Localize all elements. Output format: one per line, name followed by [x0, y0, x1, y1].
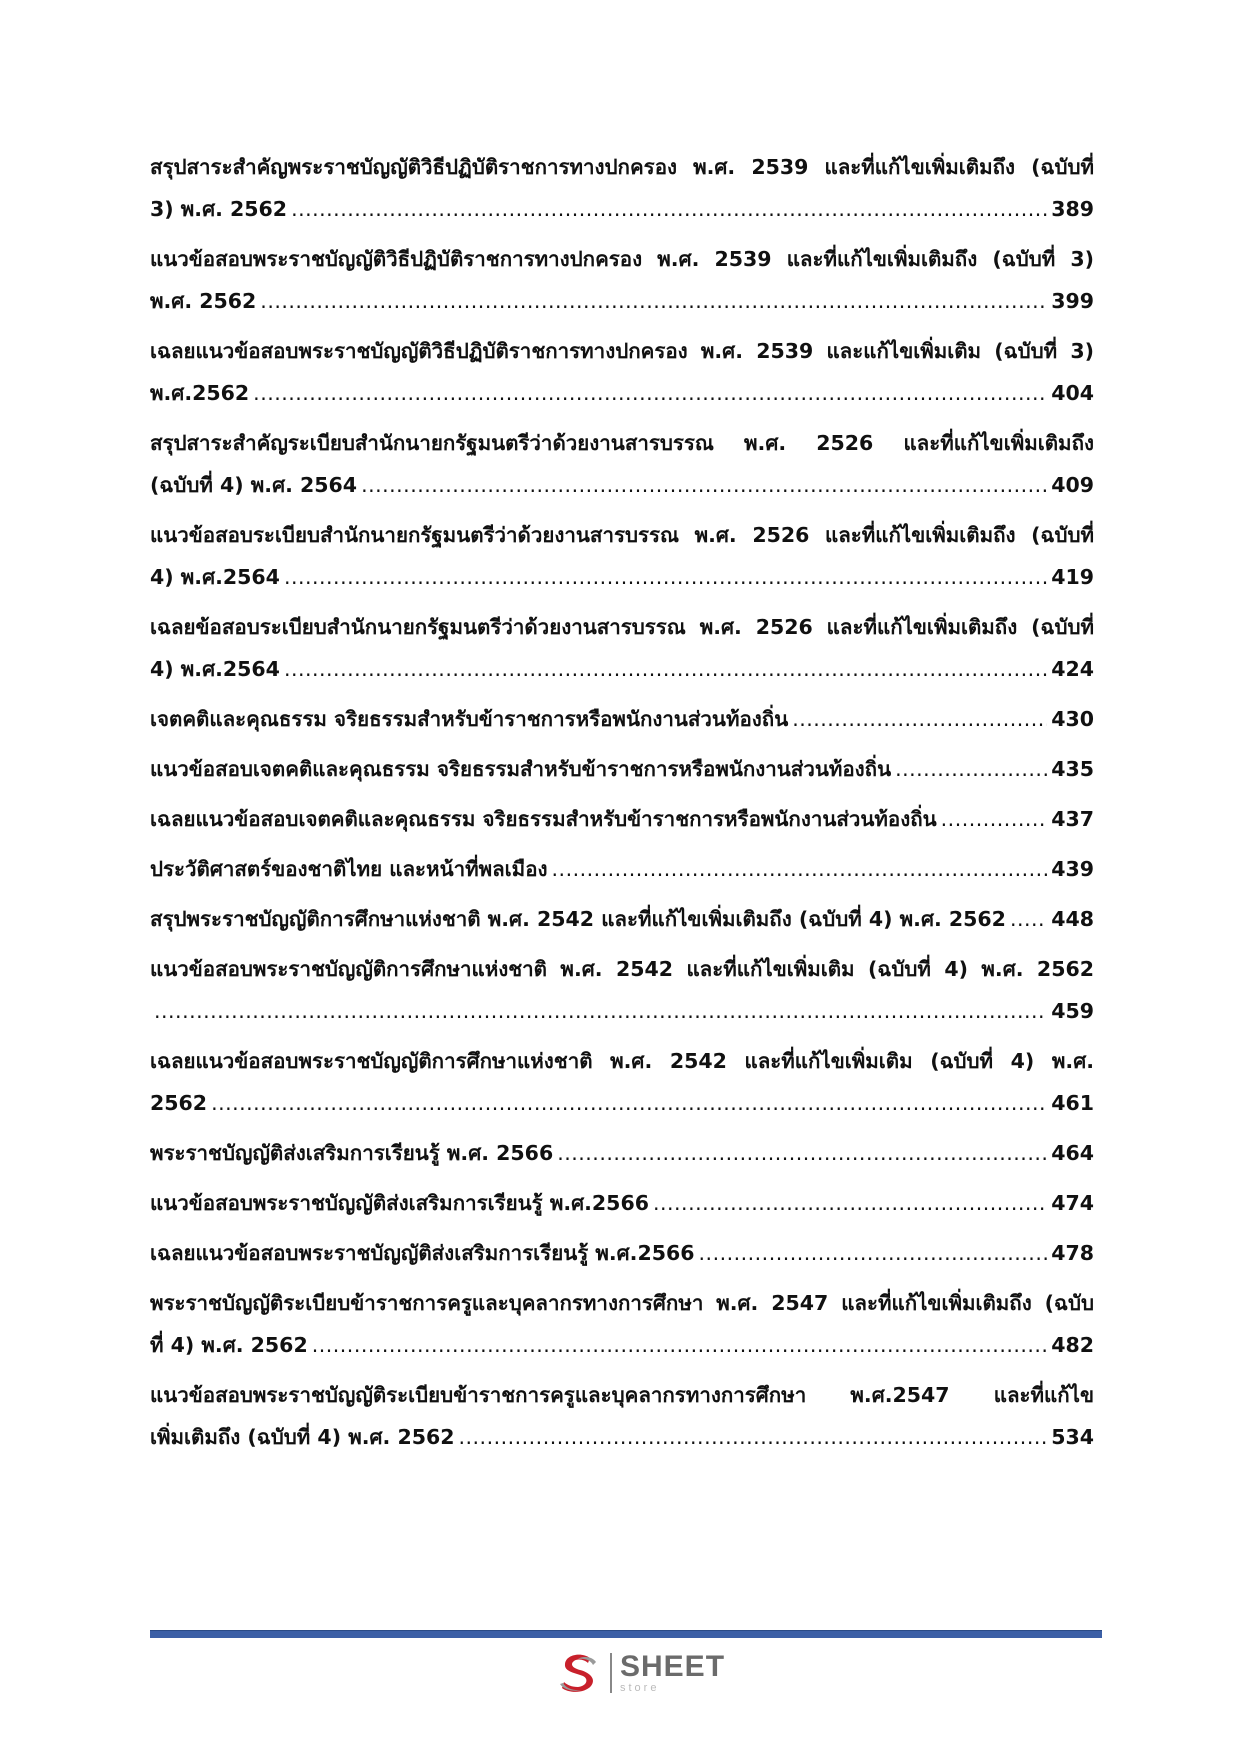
dot-leader: [260, 280, 1047, 322]
toc-entry[interactable]: [150, 1132, 1094, 1174]
toc-entry-title: พระราชบัญญัติระเบียบข้าราชการครูและบุคลากรทางการศึกษา พ.ศ. 2547 และที่แก้ไขเพิ่มเติมถึง (ฉบับ: [150, 1291, 1094, 1315]
dot-leader: [941, 798, 1048, 840]
toc-entry[interactable]: [150, 898, 1094, 940]
toc-entry-title: แนวข้อสอบพระราชบัญญัติระเบียบข้าราชการครูและบุคลากรทางการศึกษา พ.ศ.2547 และที่แก้ไข: [150, 1383, 1094, 1407]
toc-page-number: 474: [1051, 1191, 1094, 1215]
toc-page-number: 399: [1051, 289, 1094, 313]
toc-entry-title-continued: ประวัติศาสตร์ของชาติไทย และหน้าที่พลเมือง: [150, 857, 548, 881]
toc-entry-title-continued: (ฉบับที่ 4) พ.ศ. 2564: [150, 473, 358, 497]
toc-entry[interactable]: [150, 330, 1094, 414]
dot-leader: [211, 1082, 1047, 1124]
footer-rule: [150, 1630, 1102, 1638]
toc-entry-title-continued: 4) พ.ศ.2564: [150, 657, 280, 681]
logo-word: SHEET: [620, 1650, 726, 1683]
dot-leader: [291, 188, 1047, 230]
dot-leader: [557, 1132, 1047, 1174]
toc-entry-title: แนวข้อสอบพระราชบัญญัติวิธีปฏิบัติราชการทางปกครอง พ.ศ. 2539 และที่แก้ไขเพิ่มเติมถึง (ฉบับที่ 3): [150, 247, 1094, 271]
dot-leader: [552, 848, 1048, 890]
toc-entry-title: แนวข้อสอบระเบียบสำนักนายกรัฐมนตรีว่าด้วยงานสารบรรณ พ.ศ. 2526 และที่แก้ไขเพิ่มเติมถึง (ฉบับที่: [150, 523, 1094, 547]
toc-entry[interactable]: [150, 948, 1094, 1032]
toc-entry-leader-line: [150, 648, 1094, 690]
toc-entry-title-continued: พระราชบัญญัติส่งเสริมการเรียนรู้ พ.ศ. 2566: [150, 1141, 554, 1165]
toc-page-number: 389: [1051, 197, 1094, 221]
toc-entry-title: เฉลยข้อสอบระเบียบสำนักนายกรัฐมนตรีว่าด้วยงานสารบรรณ พ.ศ. 2526 และที่แก้ไขเพิ่มเติมถึง (ฉบับที่: [150, 615, 1094, 639]
toc-entry-title-continued: เพิ่มเติมถึง (ฉบับที่ 4) พ.ศ. 2562: [150, 1425, 455, 1449]
toc-entry[interactable]: [150, 798, 1094, 840]
sheet-store-s-icon: [556, 1650, 602, 1696]
toc-entry[interactable]: [150, 1182, 1094, 1224]
toc-entry-title-continued: แนวข้อสอบพระราชบัญญัติส่งเสริมการเรียนรู้ พ.ศ.2566: [150, 1191, 649, 1215]
toc-entry[interactable]: [150, 1040, 1094, 1124]
toc-page-number: 437: [1051, 807, 1094, 831]
toc-page-number: 461: [1051, 1091, 1094, 1115]
toc-entry[interactable]: [150, 1282, 1094, 1366]
dot-leader: [284, 648, 1047, 690]
toc-page-number: 439: [1051, 857, 1094, 881]
toc-page-number: 448: [1051, 907, 1094, 931]
toc-page-number: 409: [1051, 473, 1094, 497]
dot-leader: [1010, 898, 1047, 940]
dot-leader: [253, 372, 1047, 414]
toc-entry-title-continued: 4) พ.ศ.2564: [150, 565, 280, 589]
dot-leader: [312, 1324, 1047, 1366]
dot-leader: [653, 1182, 1047, 1224]
toc-entry-leader-line: [150, 1082, 1094, 1124]
toc-entry-leader-line: [150, 188, 1094, 230]
toc-entry[interactable]: [150, 698, 1094, 740]
toc-entry-title: แนวข้อสอบพระราชบัญญัติการศึกษาแห่งชาติ พ.ศ. 2542 และที่แก้ไขเพิ่มเติม (ฉบับที่ 4) พ.ศ. 2562: [150, 957, 1094, 981]
toc-entry[interactable]: [150, 1374, 1094, 1458]
toc-entry[interactable]: [150, 422, 1094, 506]
toc-page-number: 482: [1051, 1333, 1094, 1357]
toc-entry-title-continued: เฉลยแนวข้อสอบเจตคติและคุณธรรม จริยธรรมสำหรับข้าราชการหรือพนักงานส่วนท้องถิ่น: [150, 807, 937, 831]
toc-entry-leader-line: [150, 848, 1094, 890]
toc-entry-leader-line: [150, 1416, 1094, 1458]
toc-page-number: 534: [1051, 1425, 1094, 1449]
dot-leader: [361, 464, 1047, 506]
toc-page-number: 424: [1051, 657, 1094, 681]
toc-entry-title-continued: พ.ศ.2562: [150, 381, 250, 405]
dot-leader: [895, 748, 1047, 790]
toc-entry[interactable]: [150, 514, 1094, 598]
toc-entry-leader-line: [150, 1182, 1094, 1224]
toc-entry[interactable]: [150, 848, 1094, 890]
toc-entry-title-continued: เจตคติและคุณธรรม จริยธรรมสำหรับข้าราชการหรือพนักงานส่วนท้องถิ่น: [150, 707, 789, 731]
toc-entry-title: เฉลยแนวข้อสอบพระราชบัญญัติการศึกษาแห่งชาติ พ.ศ. 2542 และที่แก้ไขเพิ่มเติม (ฉบับที่ 4) พ.ศ.: [150, 1049, 1094, 1073]
toc-entry-leader-line: [150, 898, 1094, 940]
dot-leader: [284, 556, 1047, 598]
toc-entry-leader-line: [150, 748, 1094, 790]
toc-entry-leader-line: [150, 990, 1094, 1032]
toc-entry-title-continued: พ.ศ. 2562: [150, 289, 257, 313]
toc-page-number: 459: [1051, 999, 1094, 1023]
toc-entry-leader-line: [150, 464, 1094, 506]
toc-entry-title: สรุปสาระสำคัญระเบียบสำนักนายกรัฐมนตรีว่าด้วยงานสารบรรณ พ.ศ. 2526 และที่แก้ไขเพิ่มเติมถึง: [150, 431, 1094, 455]
toc-entry[interactable]: [150, 606, 1094, 690]
toc-page-number: 404: [1051, 381, 1094, 405]
toc-page-number: 419: [1051, 565, 1094, 589]
table-of-contents: [150, 146, 1094, 1466]
dot-leader: [792, 698, 1047, 740]
toc-entry-leader-line: [150, 798, 1094, 840]
toc-page-number: 464: [1051, 1141, 1094, 1165]
toc-page-number: 478: [1051, 1241, 1094, 1265]
sheet-store-logo: [556, 1650, 725, 1696]
logo-divider: [610, 1653, 612, 1693]
toc-entry-leader-line: [150, 1324, 1094, 1366]
dot-leader: [154, 990, 1047, 1032]
toc-entry-title-continued: สรุปพระราชบัญญัติการศึกษาแห่งชาติ พ.ศ. 2542 และที่แก้ไขเพิ่มเติมถึง (ฉบับที่ 4) พ.ศ. 2562: [150, 907, 1006, 931]
toc-entry-title-continued: ที่ 4) พ.ศ. 2562: [150, 1333, 308, 1357]
toc-page-number: 430: [1051, 707, 1094, 731]
toc-entry-title-continued: 2562: [150, 1091, 208, 1115]
toc-entry-leader-line: [150, 698, 1094, 740]
toc-entry-leader-line: [150, 1232, 1094, 1274]
toc-entry[interactable]: [150, 1232, 1094, 1274]
toc-entry-leader-line: [150, 556, 1094, 598]
toc-entry-title: สรุปสาระสำคัญพระราชบัญญัติวิธีปฏิบัติราชการทางปกครอง พ.ศ. 2539 และที่แก้ไขเพิ่มเติมถึง (ฉบับที่: [150, 155, 1094, 179]
toc-page-number: 435: [1051, 757, 1094, 781]
toc-entry-title: เฉลยแนวข้อสอบพระราชบัญญัติวิธีปฏิบัติราชการทางปกครอง พ.ศ. 2539 และแก้ไขเพิ่มเติม (ฉบับที่ 3): [150, 339, 1094, 363]
toc-entry-title-continued: 3) พ.ศ. 2562: [150, 197, 288, 221]
toc-entry-leader-line: [150, 372, 1094, 414]
toc-entry-leader-line: [150, 280, 1094, 322]
logo-subword: store: [620, 1682, 660, 1694]
toc-entry-leader-line: [150, 1132, 1094, 1174]
toc-entry-title-continued: แนวข้อสอบเจตคติและคุณธรรม จริยธรรมสำหรับข้าราชการหรือพนักงานส่วนท้องถิ่น: [150, 757, 892, 781]
dot-leader: [459, 1416, 1048, 1458]
toc-entry[interactable]: [150, 748, 1094, 790]
toc-entry-title-continued: เฉลยแนวข้อสอบพระราชบัญญัติส่งเสริมการเรียนรู้ พ.ศ.2566: [150, 1241, 695, 1265]
toc-entry[interactable]: [150, 238, 1094, 322]
toc-entry[interactable]: [150, 146, 1094, 230]
dot-leader: [699, 1232, 1048, 1274]
